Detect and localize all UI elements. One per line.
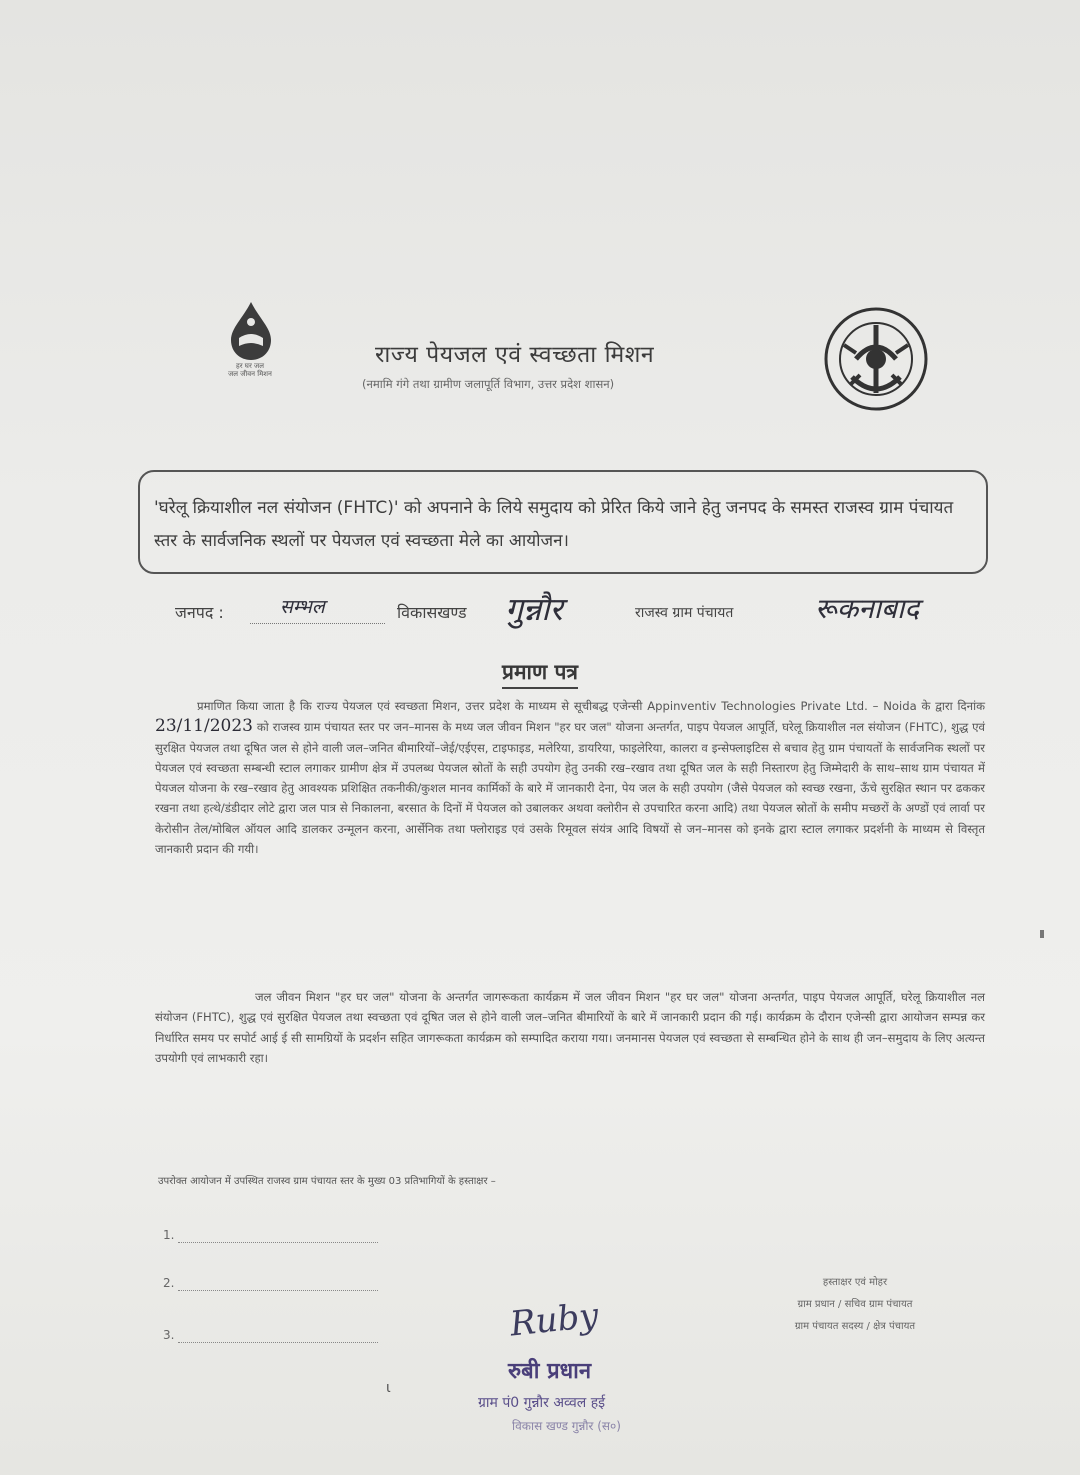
seal-icon: [822, 305, 930, 413]
jal-jeevan-mission-logo: [205, 300, 295, 405]
up-government-seal: [822, 305, 930, 417]
margin-mark: [1040, 930, 1044, 938]
participant-3-number: 3.: [163, 1328, 175, 1342]
participant-2-line: [178, 1290, 378, 1291]
district-value: सम्भल: [280, 596, 325, 618]
authority-line-2: ग्राम प्रधान / सचिव ग्राम पंचायत: [797, 1299, 913, 1310]
district-label: जनपद :: [175, 603, 224, 622]
mission-title: राज्य पेयजल एवं स्वच्छता मिशन: [375, 342, 655, 368]
certificate-paragraph-1: [155, 696, 985, 859]
district-underline: [250, 623, 385, 624]
panchayat-label: राजस्व ग्राम पंचायत: [635, 605, 734, 621]
participant-3-line: [178, 1342, 378, 1343]
paragraph-1-after-date: को राजस्व ग्राम पंचायत स्तर पर जन–मानस के मध्य जल जीवन मिशन "हर घर जल" योजना अन्तर्गत, पाइप पेयजल आपूर्ति, घरेलू क्रियाशील नल संयोजन (FHTC), शुद्ध एवं सुरक्षित पेयजल तथा दूषित जल से होने वाली जल–जनित बीमारियों–जेई/एईएस, टाइफाइड, मलेरिया, डायरिया, फाइलेरिया, कालरा व इन्सेफ्लाइटिस से बचाव हेतु ग्राम पंचायतों के सार्वजनिक स्थलों पर पेयजल एवं स्वच्छता सम्बन्धी स्टाल लगाकर ग्रामीण क्षेत्र में उपलब्ध पेयजल स्रोतों के सही उपयोग हेतु उनकी रख–रखाव तथा दूषित जल के सही निस्तारण हेतु जिम्मेदारी के साथ–साथ ग्राम पंचायत में पेयजल योजना के रख–रखाव हेतु आवश्यक प्रशिक्षित तकनीकी/कुशल मानव कार्मिकों के बारे में जानकारी देना, पेय जल के सही उपयोग (जैसे पेयजल को स्वच्छ रखना, ऊँचे सुरक्षित स्थान पर ढककर रखना तथा हत्थे/डंडीदार लोटे द्वारा जल पात्र से निकालना, बरसात के दिनों में पेयजल को उबालकर अथवा क्लोरीन से उपचारित करना आदि) तथा पेयजल स्रोतों के समीप मच्छरों के अण्डों एवं लार्वा पर केरोसीन तेल/मोबिल ऑयल आदि डालकर उन्मूलन करना, आर्सेनिक तथा फ्लोराइड एवं उसके रिमूवल संयंत्र आदि विषयों से जन–मानस को इनके द्वारा स्टाल लगाकर प्रदर्शनी के माध्यम से विस्तृत जानकारी प्रदान की गयी।: [155, 720, 986, 857]
participants-note: उपरोक्त आयोजन में उपस्थित राजस्व ग्राम पंचायत स्तर के मुख्य 03 प्रतिभागियों के हस्ताक्षर –: [158, 1176, 496, 1187]
paragraph-1-before-date: प्रमाणित किया जाता है कि राज्य पेयजल एवं स्वच्छता मिशन, उत्तर प्रदेश के माध्यम से सूचीबद्ध एजेन्सी Appinventiv Technologies Private Ltd. – Noida के द्वारा दिनांक: [197, 699, 985, 713]
water-drop-icon: [223, 300, 279, 362]
authority-line-3: ग्राम पंचायत सदस्य / क्षेत्र पंचायत: [794, 1321, 916, 1332]
authority-line-1: हस्ताक्षर एवं मोहर: [822, 1277, 888, 1288]
authority-block: [745, 1272, 965, 1338]
block-label: विकासखण्ड: [397, 603, 467, 622]
handwritten-signature: Ruby: [508, 1295, 601, 1345]
block-value: गुन्नौर: [505, 590, 563, 628]
participant-2-number: 2.: [163, 1276, 175, 1290]
certificate-title: प्रमाण पत्र: [502, 658, 578, 689]
logo-caption: हर घर जल जल जीवन मिशन: [228, 362, 272, 378]
participant-1-line: [178, 1242, 378, 1243]
event-title-banner: 'घरेलू क्रियाशील नल संयोजन (FHTC)' को अपनाने के लिये समुदाय को प्रेरित किये जाने हेतु जनपद के समस्त राजस्व ग्राम पंचायत स्तर के सार्वजनिक स्थलों पर पेयजल एवं स्वच्छता मेले का आयोजन।: [138, 470, 988, 574]
panchayat-value: रूकनाबाद: [815, 592, 920, 625]
stamp-line-1: ग्राम पं0 गुन्नौर अव्वल हई: [478, 1395, 606, 1411]
participant-1-number: 1.: [163, 1228, 175, 1242]
event-date: 23/11/2023: [155, 716, 253, 737]
mission-subtitle: (नमामि गंगे तथा ग्रामीण जलापूर्ति विभाग, उत्तर प्रदेश शासन): [362, 377, 615, 391]
stamp-name: रुबी प्रधान: [508, 1359, 592, 1384]
certificate-paragraph-2: जल जीवन मिशन "हर घर जल" योजना के अन्तर्गत जागरूकता कार्यक्रम में जल जीवन मिशन "हर घर जल" योजना अन्तर्गत, पाइप पेयजल आपूर्ति, घरेलू क्रियाशील नल संयोजन (FHTC), शुद्ध एवं सुरक्षित पेयजल तथा स्वच्छता एवं दूषित जल से होने वाली जल–जनित बीमारियों के बारे में जानकारी प्रदान की गई। कार्यक्रम के दौरान एजेन्सी द्वारा आयोजन सम्पन्न कर निर्धारित समय पर सपोर्ट आई ई सी सामग्रियों के प्रदर्शन सहित जागरूकता कार्यक्रम को सम्पादित कराया गया। जनमानस पेयजल एवं स्वच्छता से सम्बन्धित होने के साथ ही जन–समुदाय के लिए अत्यन्त उपयोगी एवं लाभकारी रहा।: [155, 990, 985, 1065]
location-fields: [175, 590, 975, 638]
stamp-line-2: विकास खण्ड गुन्नौर (स०): [512, 1419, 621, 1433]
small-mark: ɩ: [386, 1380, 391, 1396]
